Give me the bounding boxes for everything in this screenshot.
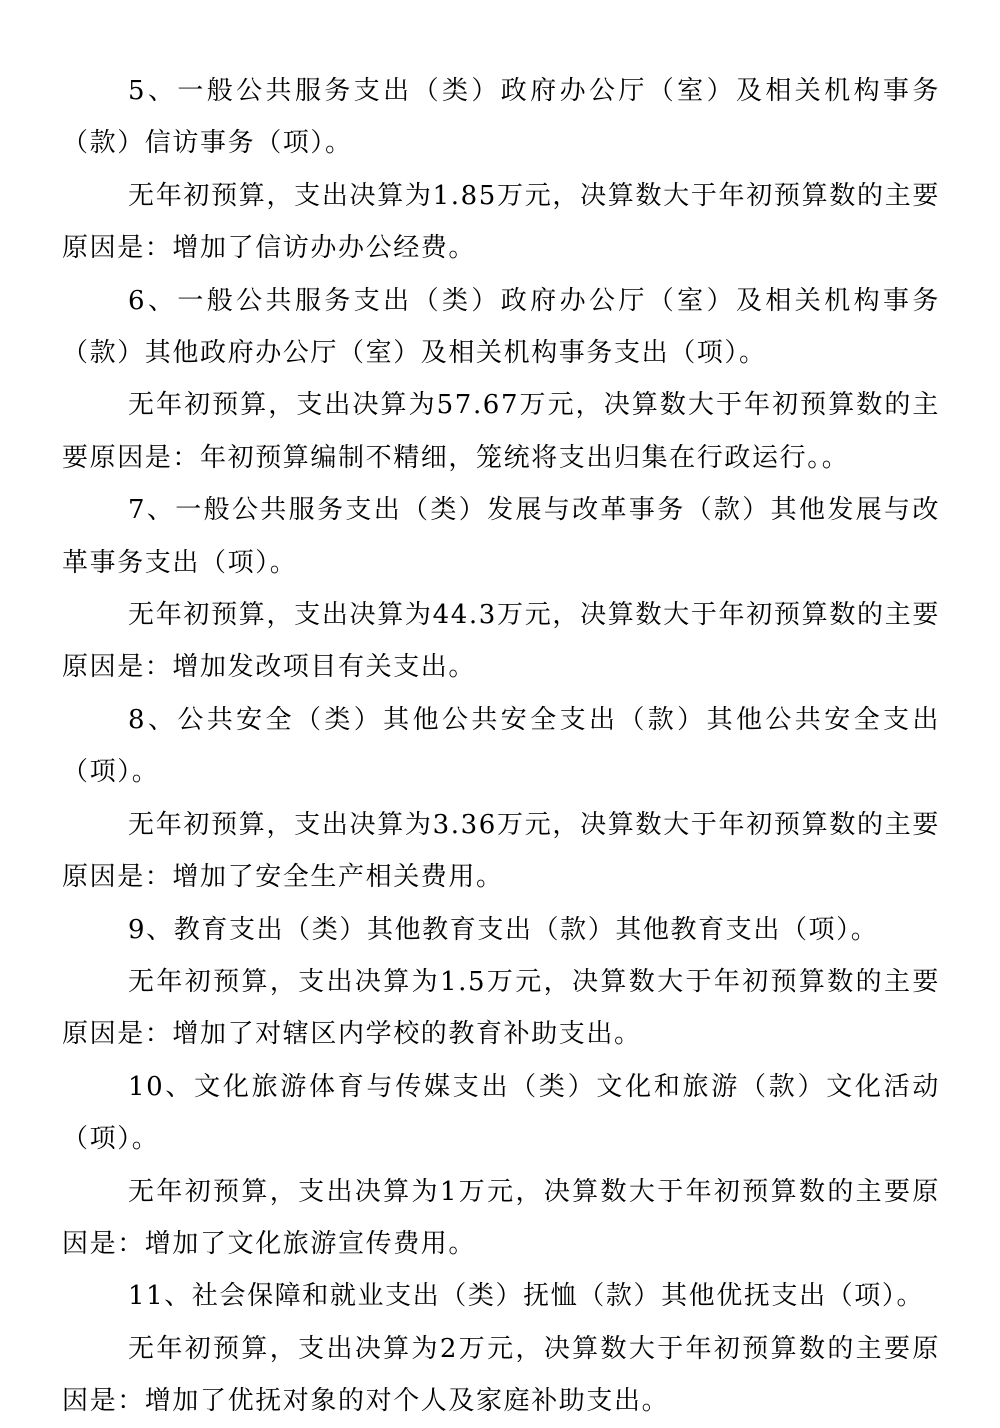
section-10-heading: 10、文化旅游体育与传媒支出（类）文化和旅游（款）文化活动（项）。 [62, 1071, 940, 1155]
section-7-heading: 7、一般公共服务支出（类）发展与改革事务（款）其他发展与改革事务支出（项）。 [62, 495, 940, 578]
section-11-body: 无年初预算，支出决算为2万元，决算数大于年初预算数的主要原因是：增加了优抚对象的对个人及家庭补助支出。 [62, 1333, 940, 1417]
section-5-heading: 5、一般公共服务支出（类）政府办公厅（室）及相关机构事务（款）信访事务（项）。 [62, 76, 940, 159]
document-body [62, 65, 940, 1428]
section-6-body: 无年初预算，支出决算为57.67万元，决算数大于年初预算数的主要原因是：年初预算编制不精细，笼统将支出归集在行政运行。。 [62, 390, 940, 473]
section-10-body: 无年初预算，支出决算为1万元，决算数大于年初预算数的主要原因是：增加了文化旅游宣传费用。 [62, 1176, 940, 1259]
section-8-heading: 8、公共安全（类）其他公共安全支出（款）其他公共安全支出（项）。 [62, 704, 940, 788]
section-9-body: 无年初预算，支出决算为1.5万元，决算数大于年初预算数的主要原因是：增加了对辖区内学校的教育补助支出。 [62, 966, 940, 1050]
section-5-body: 无年初预算，支出决算为1.85万元，决算数大于年初预算数的主要原因是：增加了信访办办公经费。 [62, 180, 940, 264]
section-9-heading: 9、教育支出（类）其他教育支出（款）其他教育支出（项）。 [128, 914, 879, 945]
section-8-body: 无年初预算，支出决算为3.36万元，决算数大于年初预算数的主要原因是：增加了安全生产相关费用。 [62, 809, 940, 893]
section-7-body: 无年初预算，支出决算为44.3万元，决算数大于年初预算数的主要原因是：增加发改项目有关支出。 [62, 600, 940, 683]
section-11-heading: 11、社会保障和就业支出（类）抚恤（款）其他优抚支出（项）。 [128, 1281, 925, 1312]
section-6-heading: 6、一般公共服务支出（类）政府办公厅（室）及相关机构事务（款）其他政府办公厅（室）及相关机构事务支出（项）。 [62, 285, 940, 369]
